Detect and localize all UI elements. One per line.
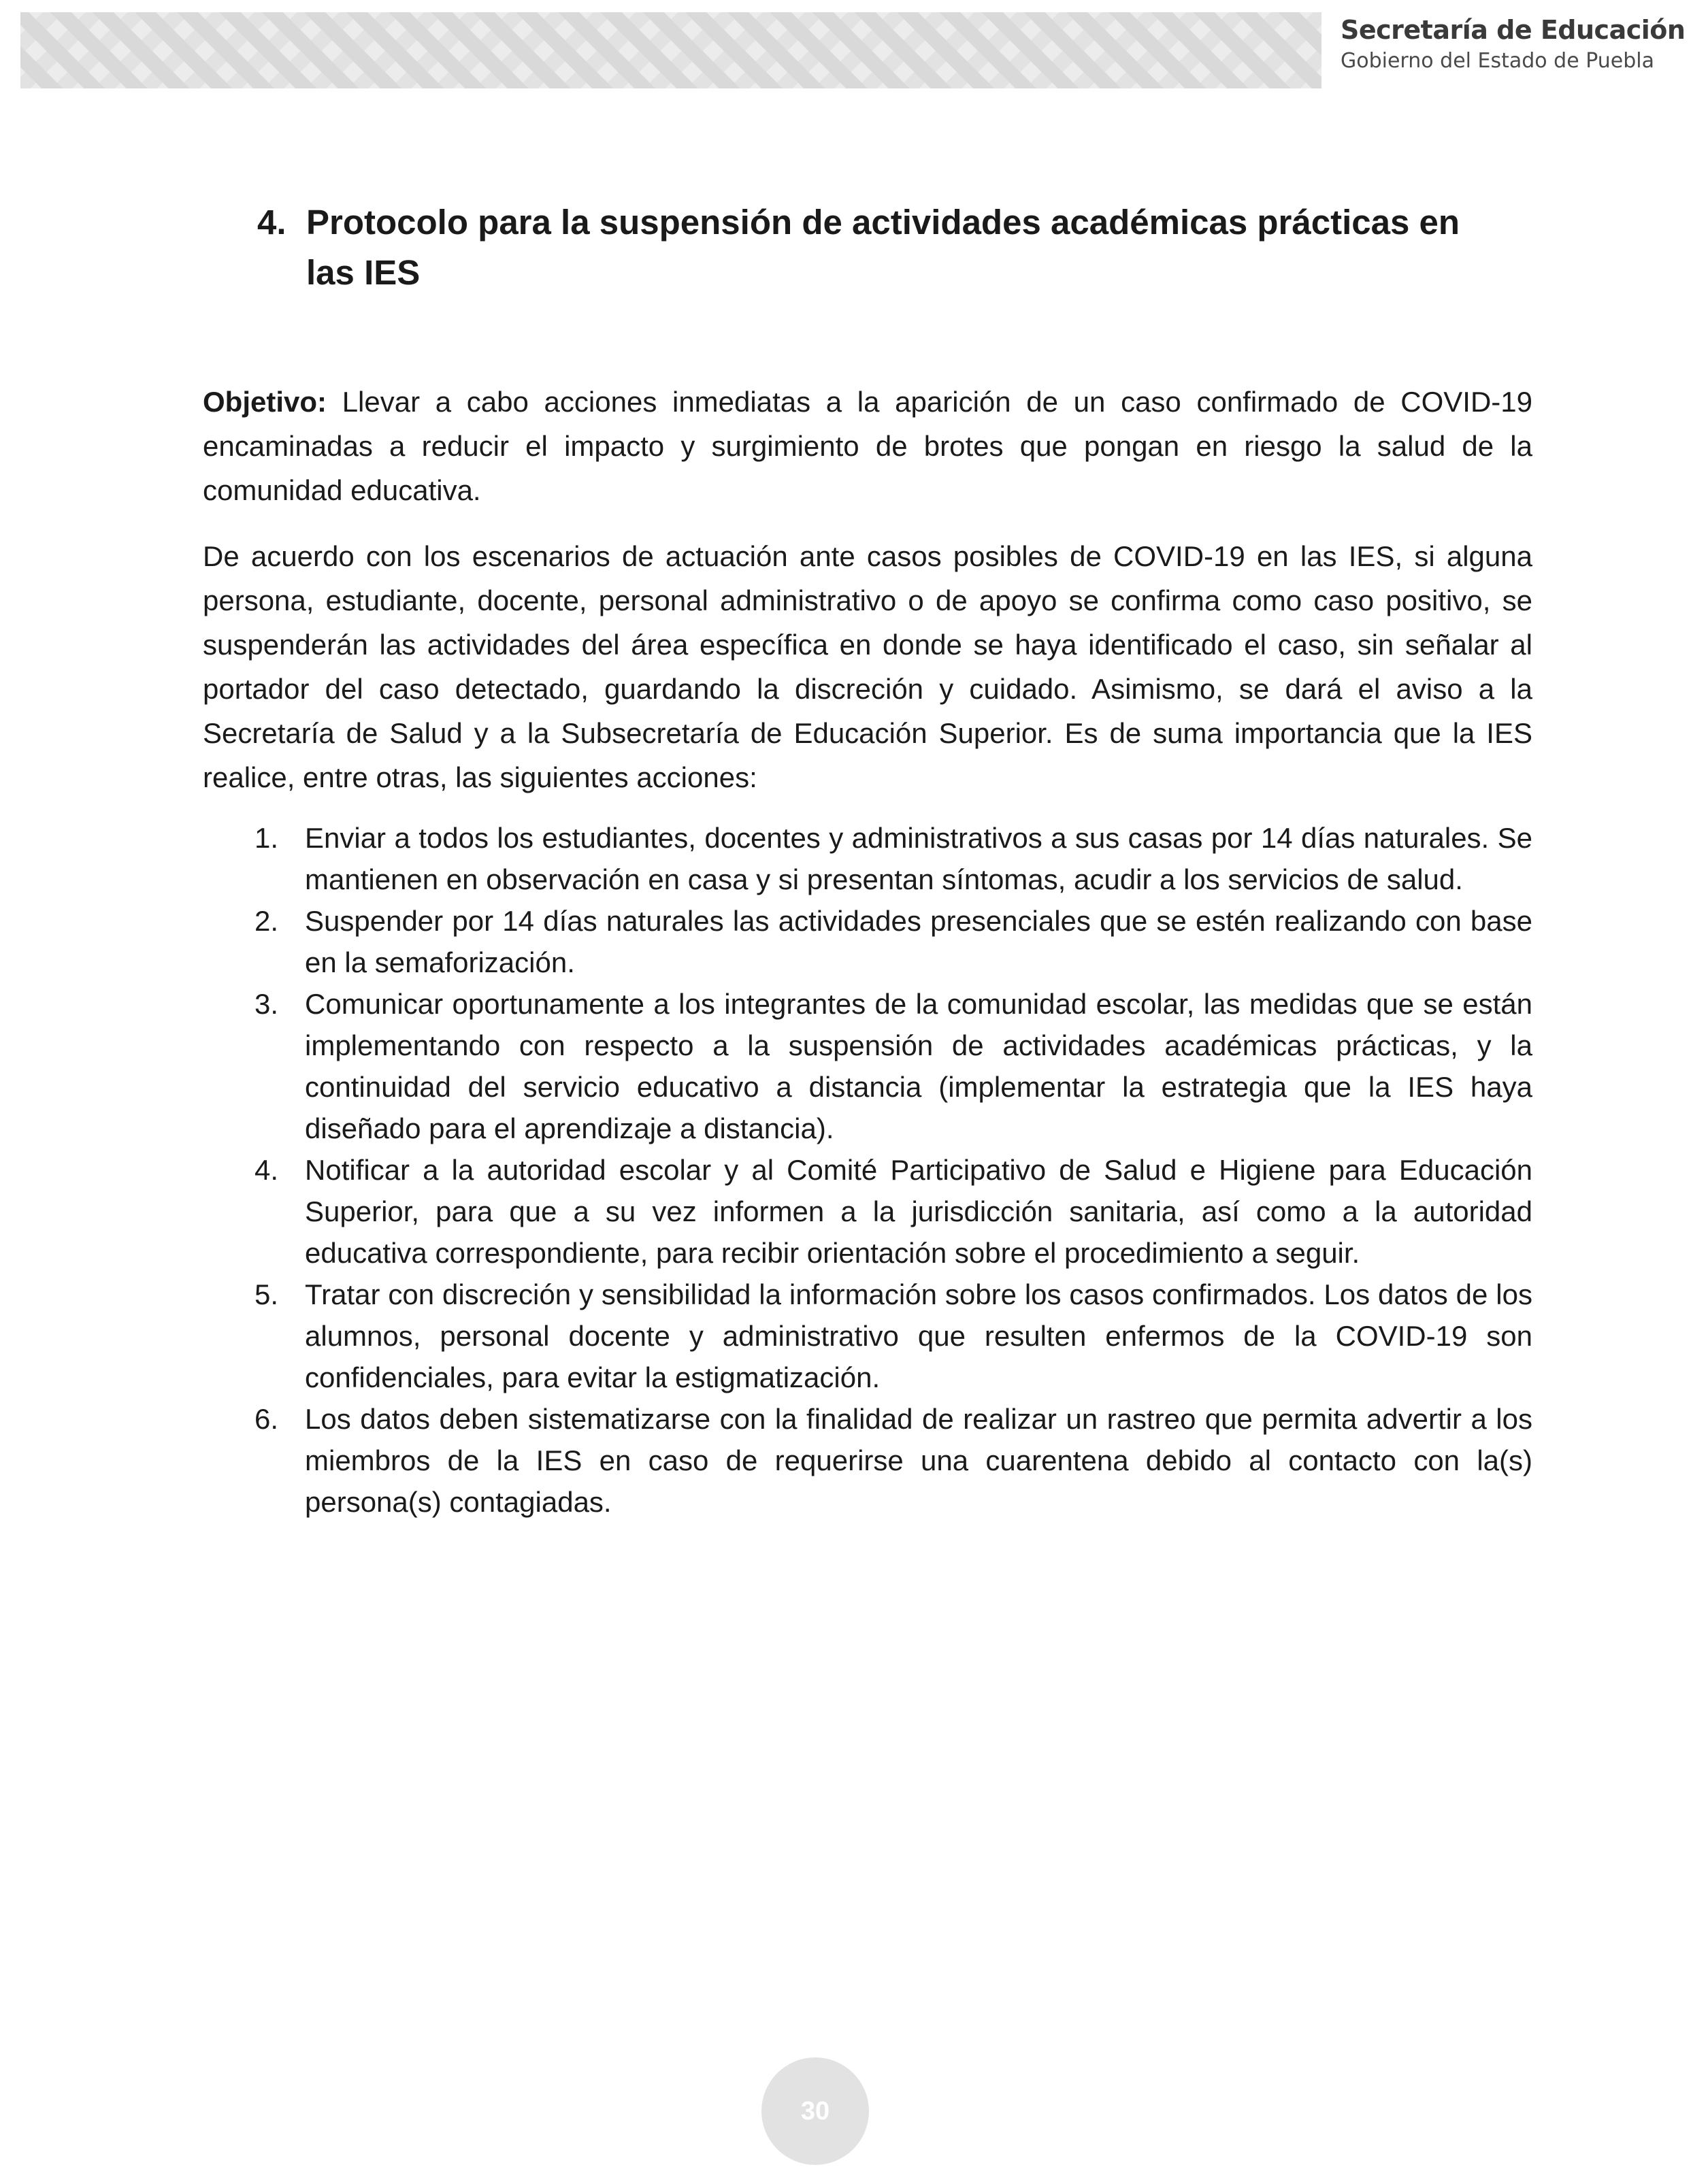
list-item: [203, 1274, 1532, 1398]
brand-block: [1341, 15, 1694, 73]
list-item-text: Tratar con discreción y sensibilidad la información sobre los casos confirmados. Los datos de los alumnos, personal docente y administrativo que resulten enfermos de la COVID-19 son confidenciales, para evitar la estigmatización.: [305, 1278, 1532, 1393]
section-number: 4.: [257, 203, 286, 242]
brand-subtitle: Gobierno del Estado de Puebla: [1341, 49, 1655, 73]
list-item-number: 5.: [254, 1278, 279, 1310]
list-item: [203, 817, 1532, 900]
list-item-number: 1.: [254, 822, 279, 854]
list-item-number: 3.: [254, 988, 279, 1020]
actions-list: [203, 817, 1532, 1523]
list-item-text: Notificar a la autoridad escolar y al Comité Participativo de Salud e Higiene para Educación Superior, para que a su vez informen a la jurisdicción sanitaria, así como a la autoridad educativa correspondiente, para recibir orientación sobre el procedimiento a seguir.: [305, 1154, 1532, 1269]
list-item-text: Enviar a todos los estudiantes, docentes y administrativos a sus casas por 14 días naturales. Se mantienen en observación en casa y si presentan síntomas, acudir a los servicios de salud.: [305, 822, 1532, 895]
header-pattern-band: [20, 12, 1321, 88]
list-item-number: 6.: [254, 1403, 279, 1435]
list-item-text: Comunicar oportunamente a los integrantes de la comunidad escolar, las medidas que se están implementando con respecto a la suspensión de actividades académicas prácticas, y la continuidad del servicio educativo a distancia (implementar la estrategia que la IES haya diseñado para el aprendizaje a distancia).: [305, 988, 1532, 1144]
section-heading: [257, 197, 1532, 298]
brand-title: Secretaría de Educación: [1341, 15, 1686, 45]
objective-paragraph: [203, 380, 1532, 512]
intro-paragraph: De acuerdo con los escenarios de actuación ante casos posibles de COVID-19 en las IES, si alguna persona, estudiante, docente, personal administrativo o de apoyo se confirma como caso positivo, se suspenderán las actividades del área específica en donde se haya identificado el caso, sin señalar al portador del caso detectado, guardando la discreción y cuidado. Asimismo, se dará el aviso a la Secretaría de Salud y a la Subsecretaría de Educación Superior. Es de suma importancia que la IES realice, entre otras, las siguientes acciones:: [203, 540, 1532, 793]
list-item-text: Suspender por 14 días naturales las actividades presenciales que se estén realizando con base en la semaforización.: [305, 905, 1532, 978]
list-item: [203, 983, 1532, 1149]
list-item: [203, 1398, 1532, 1523]
page-number: 30: [761, 2057, 869, 2165]
list-item-number: 2.: [254, 905, 279, 937]
section-title: Protocolo para la suspensión de actividades académicas prácticas en las IES: [306, 203, 1460, 292]
document-body: [203, 197, 1532, 1523]
objective-text: Llevar a cabo acciones inmediatas a la aparición de un caso confirmado de COVID-19 encaminadas a reducir el impacto y surgimiento de brotes que pongan en riesgo la salud de la comunidad educativa.: [203, 386, 1533, 506]
list-item: [203, 900, 1532, 983]
list-item-number: 4.: [254, 1154, 279, 1186]
objective-label: Objetivo:: [203, 386, 327, 418]
list-item-text: Los datos deben sistematizarse con la finalidad de realizar un rastreo que permita advertir a los miembros de la IES en caso de requerirse una cuarentena debido al contacto con la(s) persona(s) contagiadas.: [305, 1403, 1532, 1518]
list-item: [203, 1149, 1532, 1274]
